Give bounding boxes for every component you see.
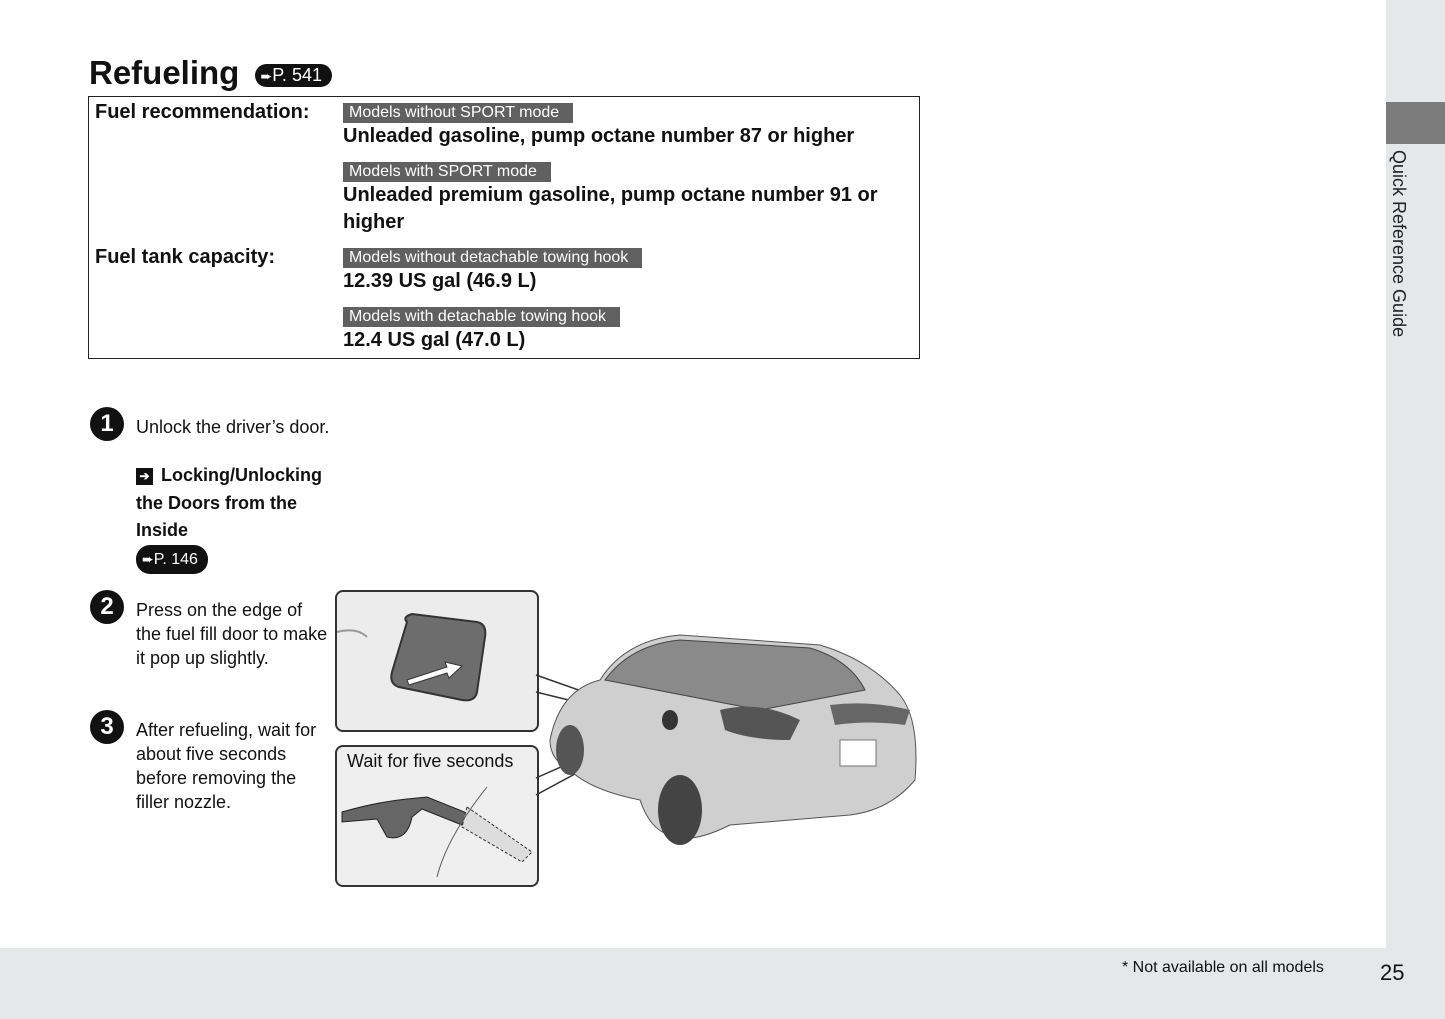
section-tab[interactable] [1386,102,1445,144]
page-ref-text: P. 146 [153,550,198,568]
arrow-right-icon: ➨ [142,550,154,567]
page-ref-text: P. 541 [272,64,322,85]
model-tag: Models with detachable towing hook [343,307,620,327]
section-label: Quick Reference Guide [1389,150,1409,338]
arrow-right-icon: ➨ [260,67,273,84]
nozzle-illustration [335,745,539,887]
step-number: 3 [90,710,124,744]
title-text: Refueling [89,54,240,91]
car-illustration [530,600,930,860]
fuel-door-illustration [335,590,539,732]
spec-value: 12.39 US gal (46.9 L) [343,270,537,292]
fuel-tank-row [95,244,913,354]
page-ref-link[interactable] [136,545,208,575]
fuel-tank-label: Fuel tank capacity: [95,246,276,268]
step-text: After refueling, wait for about five seconds before removing the filler nozzle. [136,720,317,812]
cross-ref-icon: ➔ [136,468,153,485]
spec-value: 12.4 US gal (47.0 L) [343,329,526,351]
spec-value: Unleaded gasoline, pump octane number 87 or higher [343,125,855,147]
fuel-recommendation-row [95,99,913,244]
model-tag: Models without SPORT mode [343,103,573,123]
spec-value: Unleaded premium gasoline, pump octane number 91 or higher [343,184,878,233]
model-tag: Models without detachable towing hook [343,248,642,268]
spec-table [88,96,920,359]
step-text: Unlock the driver’s door. [136,417,330,437]
page-number: 25 [1380,960,1405,985]
step-number: 2 [90,590,124,624]
step-number: 1 [90,407,124,441]
fuel-recommendation-label: Fuel recommendation: [95,101,310,123]
cross-ref-text: Locking/Unlocking the Doors from the Inside [136,465,323,540]
fuel-door-icon [337,592,537,730]
page-ref-link[interactable] [255,64,332,87]
cross-reference-link[interactable] [136,462,336,574]
step-text: Press on the edge of the fuel fill door to make it pop up slightly. [136,600,328,668]
illustration-caption: Wait for five seconds [347,751,514,771]
footnote: * Not available on all models [1122,959,1324,976]
model-tag: Models with SPORT mode [343,162,551,182]
page-title [89,54,332,92]
